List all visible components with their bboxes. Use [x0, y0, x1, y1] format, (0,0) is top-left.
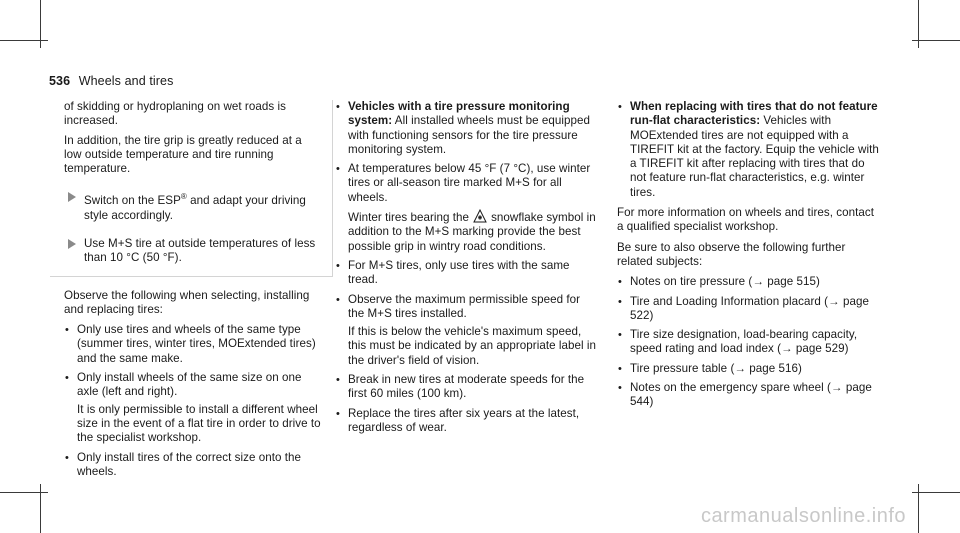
list-item: • Observe the maximum permissible speed for the M+S tires installed. If this is below the vehicle's maximum speed, this must be indicated by an appropriate label in the driver's field of vision.	[336, 292, 597, 367]
triangle-arrow-icon	[68, 192, 76, 202]
warning-text: In addition, the tire grip is greatly reduced at a low outside temperature and tire running temperature.	[64, 133, 302, 176]
instruction-step: Switch on the ESP® and adapt your driving style accordingly.	[64, 190, 320, 222]
list-item: • Vehicles with a tire pressure monitoring system: All installed wheels must be equipped with functioning sensors for the tire pressure monitoring system.	[336, 100, 590, 156]
page-header	[49, 74, 173, 88]
instruction-step: Use M+S tire at outside temperatures of less than 10 °C (50 °F).	[64, 237, 320, 266]
cross-reference-link[interactable]: • Notes on the emergency spare wheel (→ page 544)	[618, 381, 872, 409]
crop-mark	[0, 40, 48, 41]
bullet-list	[335, 100, 597, 435]
column-2	[335, 100, 597, 441]
triangle-arrow-icon	[68, 239, 76, 249]
related-links	[617, 275, 879, 409]
watermark: carmanualsonline.info	[700, 505, 906, 527]
list-item: • When replacing with tires that do not feature run-flat characteristics: Vehicles with MOExtended tires are not equipped with a TIREFIT kit at the factory. Equip the vehicle with a TIREFIT kit after replacing with tires that do not feature run-flat characteristics, e.g. winter tires.	[618, 100, 879, 199]
cross-reference-link[interactable]: • Tire and Loading Information placard (→ page 522)	[618, 294, 869, 322]
crop-mark	[912, 492, 960, 493]
list-item: • Only install tires of the correct size onto the wheels.	[65, 450, 302, 478]
bullet-list	[64, 323, 324, 479]
warning-text: of skidding or hydroplaning on wet roads is increased.	[64, 100, 286, 128]
bullet-list	[617, 100, 879, 200]
list-item: • Break in new tires at moderate speeds for the first 60 miles (100 km).	[336, 373, 585, 401]
warning-box	[50, 100, 333, 277]
list-item: • For M+S tires, only use tires with the same tread.	[336, 258, 570, 287]
list-item: • Only use tires and wheels of the same type (summer tires, winter tires, MOExtended tires) and the same make.	[65, 323, 316, 365]
section-title: Wheels and tires	[78, 74, 174, 88]
info-text: For more information on wheels and tires, contact a qualified specialist workshop.	[617, 206, 874, 234]
info-text: Be sure to also observe the following further related subjects:	[617, 240, 846, 268]
column-1	[64, 100, 324, 485]
cross-reference-link[interactable]: • Tire size designation, load-bearing capacity, speed rating and load index (→ page 529)	[618, 328, 858, 356]
list-item: • Replace the tires after six years at the latest, regardless of wear.	[336, 406, 580, 434]
intro-text: Observe the following when selecting, installing and replacing tires:	[64, 288, 310, 316]
list-item: • At temperatures below 45 °F (7 °C), use winter tires or all-season tire marked M+S for all wheels. Winter tires bearing the snowflake symbol in addition to the M+S marking provide the best possible grip in wintry road conditions.	[336, 162, 596, 253]
page-number: 536	[49, 74, 71, 88]
cross-reference-link[interactable]: • Notes on tire pressure (→ page 515)	[618, 275, 820, 289]
cross-reference-link[interactable]: • Tire pressure table (→ page 516)	[618, 361, 802, 375]
list-item: • Only install wheels of the same size on one axle (left and right). It is only permissible to install a different wheel size in the event of a flat tire in order to drive to the specialist workshop.	[65, 371, 321, 445]
column-3	[617, 100, 879, 416]
crop-mark	[0, 492, 48, 493]
snowflake-mountain-icon	[473, 209, 487, 223]
crop-mark	[912, 40, 960, 41]
